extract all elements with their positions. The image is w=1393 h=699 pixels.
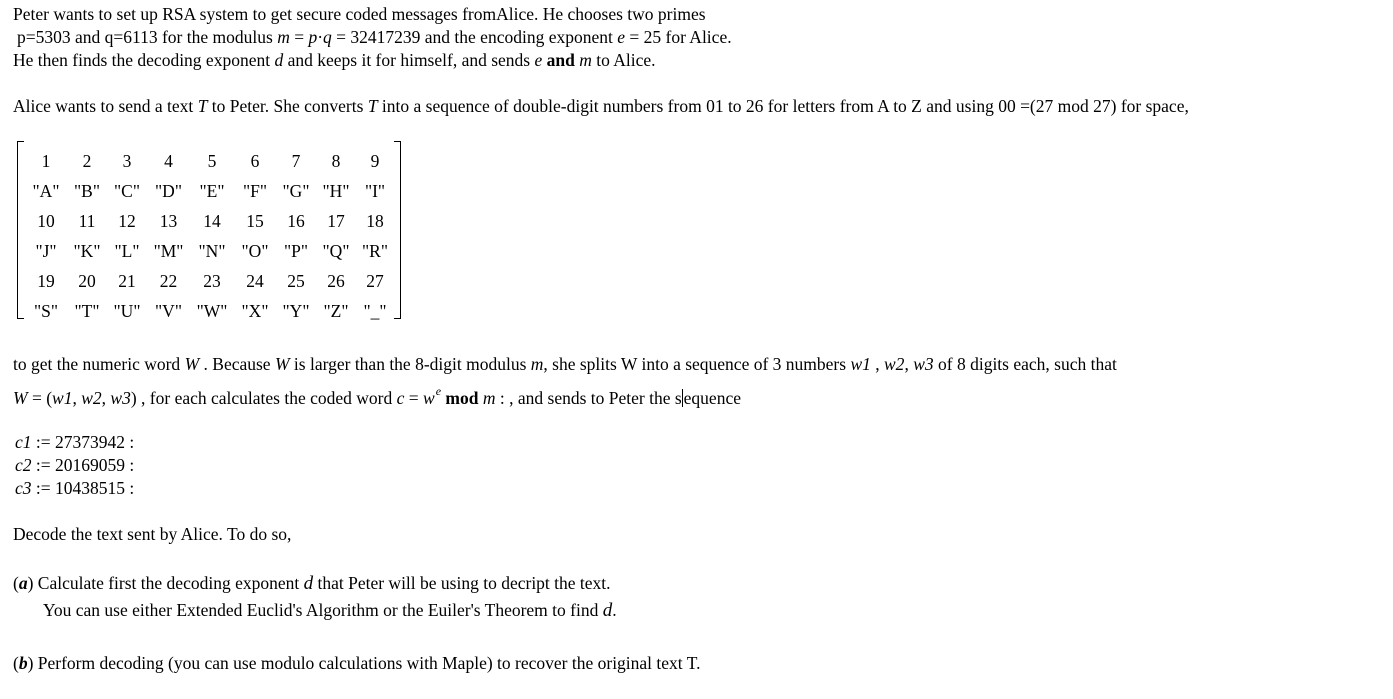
matrix-cell: 2: [82, 150, 92, 171]
matrix-cell: 18: [366, 210, 384, 231]
matrix-cell: 21: [118, 270, 136, 291]
matrix-cell: 24: [246, 270, 264, 291]
matrix-cell: 26: [327, 270, 345, 291]
matrix-row: [25, 266, 394, 296]
matrix-cell: "T": [74, 300, 100, 321]
matrix-cell: 25: [287, 270, 305, 291]
matrix-cell: 1: [41, 150, 51, 171]
matrix-cell: "H": [322, 180, 350, 201]
matrix-cell: "_": [363, 300, 387, 321]
matrix-cell: 23: [203, 270, 221, 291]
matrix-cell: "Z": [323, 300, 349, 321]
matrix-cell: "L": [114, 240, 140, 261]
matrix-cell: 20: [78, 270, 96, 291]
numeric-line-1: to get the numeric word W . Because W is larger than the 8-digit modulus m, she splits W into a sequence of 3 numbers w1 , w2, w3 of 8 digits each, such that: [13, 354, 1117, 374]
matrix-cell: 11: [78, 210, 96, 231]
matrix-cell: "U": [113, 300, 141, 321]
matrix-row: [25, 236, 394, 266]
part-b-line: (b) Perform decoding (you can use modulo calculations with Maple) to recover the original text T.: [13, 653, 701, 673]
matrix-cell: 17: [327, 210, 345, 231]
part-a-line-2: You can use either Extended Euclid's Algorithm or the Euiler's Theorem to find d.: [43, 600, 617, 621]
matrix-cell: "J": [35, 240, 57, 261]
matrix-cell: 9: [370, 150, 380, 171]
matrix-row: [25, 176, 394, 206]
matrix-cell: 13: [159, 210, 178, 231]
matrix-cell: "M": [153, 240, 184, 261]
intro-line-3: He then finds the decoding exponent d and keeps it for himself, and sends e and m to Alice.: [13, 50, 656, 70]
matrix-cell: "E": [199, 180, 225, 201]
matrix-cell: "P": [283, 240, 309, 261]
matrix-body: [25, 146, 394, 326]
alice-line: Alice wants to send a text T to Peter. She converts T into a sequence of double-digit numbers from 01 to 26 for letters from A to Z and using 00 =(27 mod 27) for space,: [13, 96, 1189, 116]
matrix-cell: 19: [37, 270, 55, 291]
matrix-cell: 4: [164, 150, 173, 171]
matrix-cell: "W": [196, 300, 228, 321]
matrix-row: [25, 206, 394, 236]
matrix-row: [25, 296, 394, 326]
decode-intro: Decode the text sent by Alice. To do so,: [13, 524, 292, 544]
intro-line-2: p=5303 and q=6113 for the modulus m = p·q = 32417239 and the encoding exponent e = 25 for Alice.: [17, 27, 732, 47]
matrix-cell: "Y": [282, 300, 310, 321]
cipher-c2: c2 := 20169059 :: [15, 455, 135, 475]
part-a-line-1: (a) Calculate first the decoding exponent d that Peter will be using to decript the text.: [13, 573, 611, 594]
matrix-right-bracket: [394, 141, 401, 319]
cipher-c1: c1 := 27373942 :: [15, 432, 135, 452]
numeric-line-2: W = (w1, w2, w3) , for each calculates the coded word $c = w^e$ mod m : , and sends to Peter the s equence: [13, 384, 741, 408]
matrix-cell: "I": [364, 180, 386, 201]
cipher-c3: c3 := 10438515 :: [15, 478, 135, 498]
matrix-cell: "V": [155, 300, 182, 321]
matrix-cell: "N": [198, 240, 226, 261]
letter-code-matrix: [17, 141, 401, 319]
matrix-cell: "R": [362, 240, 388, 261]
matrix-cell: "S": [33, 300, 59, 321]
matrix-cell: 6: [250, 150, 260, 171]
matrix-cell: "A": [32, 180, 60, 201]
matrix-cell: 8: [331, 150, 341, 171]
matrix-table: [25, 146, 394, 326]
intro-line-1: Peter wants to set up RSA system to get secure coded messages fromAlice. He chooses two primes: [13, 4, 706, 24]
matrix-cell: "D": [155, 180, 182, 201]
matrix-cell: "B": [74, 180, 100, 201]
matrix-cell: 5: [207, 150, 217, 171]
matrix-cell: 14: [203, 210, 221, 231]
matrix-cell: 16: [287, 210, 305, 231]
matrix-cell: "Q": [322, 240, 350, 261]
matrix-cell: 7: [291, 150, 301, 171]
matrix-cell: 22: [159, 270, 178, 291]
matrix-cell: 15: [246, 210, 264, 231]
matrix-cell: "K": [73, 240, 101, 261]
matrix-cell: 3: [122, 150, 132, 171]
matrix-cell: "F": [242, 180, 268, 201]
matrix-cell: 10: [37, 210, 55, 231]
matrix-row: [25, 146, 394, 176]
matrix-cell: 12: [118, 210, 136, 231]
matrix-left-bracket: [17, 141, 24, 319]
matrix-cell: "C": [114, 180, 140, 201]
matrix-cell: "G": [282, 180, 310, 201]
text-cursor: [682, 389, 683, 407]
matrix-cell: "O": [241, 240, 269, 261]
matrix-cell: 27: [366, 270, 384, 291]
matrix-cell: "X": [241, 300, 269, 321]
